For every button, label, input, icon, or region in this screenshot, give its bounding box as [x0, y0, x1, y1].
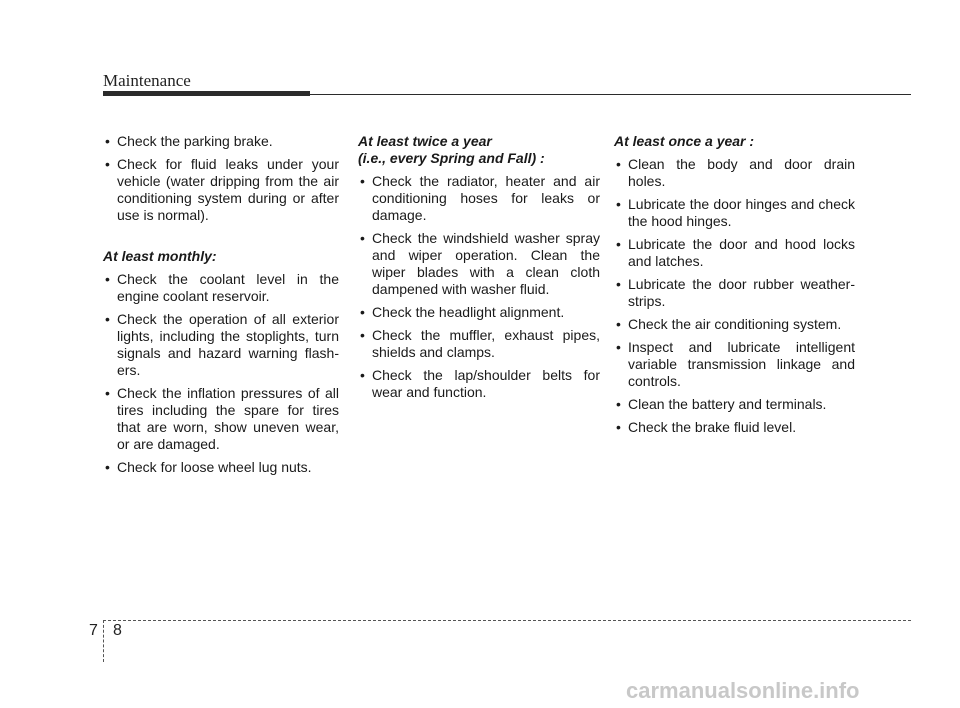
bullet-list-twice-a-year: [358, 173, 600, 401]
heading-line-1: At least twice a year: [358, 133, 492, 149]
list-item: • Check for fluid leaks under your vehicle (water dripping from the air conditioning system during or after use is normal).: [103, 156, 339, 224]
section-title: Maintenance: [103, 71, 191, 90]
heading-once-a-year: At least once a year :: [614, 133, 755, 149]
list-item: • Check the windshield washer spray and wiper operation. Clean the wiper blades with a clean cloth dampened with washer fluid.: [358, 230, 600, 298]
list-item: • Lubricate the door and hood locks and latches.: [614, 236, 855, 270]
list-item: • Check the coolant level in the engine coolant reservoir.: [103, 271, 339, 305]
list-item: • Check the operation of all exterior lights, including the stoplights, turn signals and hazard warning flash-ers.: [103, 311, 339, 379]
heading-monthly: At least monthly:: [103, 248, 217, 264]
list-item: • Lubricate the door hinges and check the hood hinges.: [614, 196, 855, 230]
list-item: • Check the headlight alignment.: [358, 304, 600, 321]
footer-rule: [103, 620, 911, 621]
list-item: • Check the lap/shoulder belts for wear and function.: [358, 367, 600, 401]
footer-divider: [103, 620, 104, 662]
column-2: [358, 133, 600, 407]
list-item: • Check the parking brake.: [103, 133, 339, 150]
header-rule-thick: [103, 91, 310, 96]
column-3: [614, 133, 855, 442]
list-item: • Clean the battery and terminals.: [614, 396, 855, 413]
list-item: • Lubricate the door rubber weather-strips.: [614, 276, 855, 310]
list-item: • Inspect and lubricate intelligent variable transmission linkage and controls.: [614, 339, 855, 390]
list-item: • Check the inflation pressures of all tires including the spare for tires that are worn, show uneven wear, or are damaged.: [103, 385, 339, 453]
list-item: • Check the brake fluid level.: [614, 419, 855, 436]
bullet-list-once-a-year: [614, 156, 855, 436]
header-rule-thin: [310, 94, 911, 95]
section-number: 7: [89, 622, 98, 639]
bullet-list-top: [103, 133, 339, 224]
list-item: • Check the air conditioning system.: [614, 316, 855, 333]
heading-twice-a-year: [358, 133, 600, 167]
bullet-list-monthly: [103, 271, 339, 476]
list-item: • Clean the body and door drain holes.: [614, 156, 855, 190]
list-item: • Check for loose wheel lug nuts.: [103, 459, 339, 476]
list-item: • Check the radiator, heater and air conditioning hoses for leaks or damage.: [358, 173, 600, 224]
heading-line-2: (i.e., every Spring and Fall) :: [358, 150, 545, 166]
column-1: [103, 133, 339, 482]
page-number: 8: [113, 622, 122, 639]
watermark: carmanualsonline.info: [626, 678, 860, 703]
list-item: • Check the muffler, exhaust pipes, shields and clamps.: [358, 327, 600, 361]
